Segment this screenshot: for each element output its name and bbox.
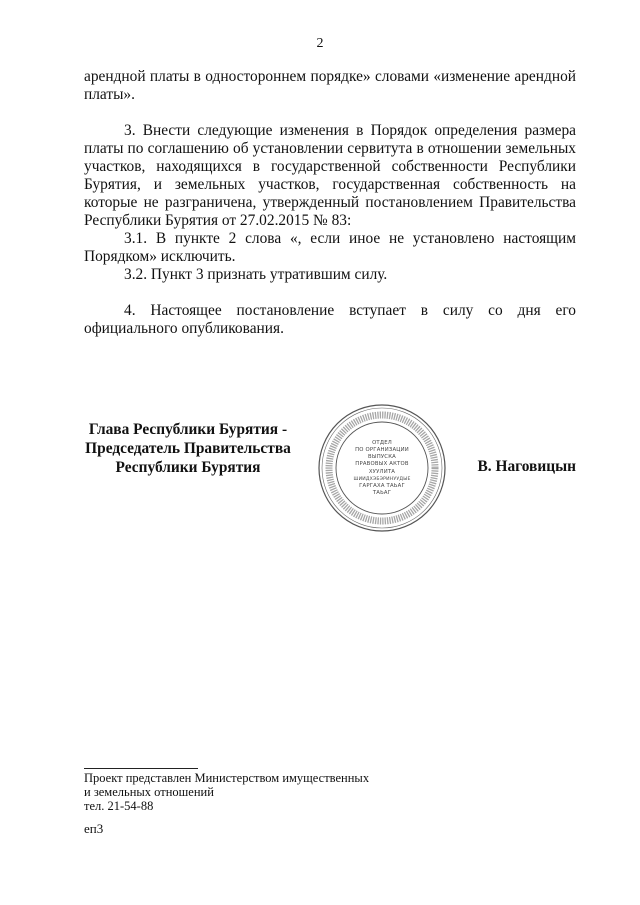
- signatory-title-line: Глава Республики Бурятия -: [88, 421, 288, 438]
- footer-phone: тел. 21-54-88: [84, 799, 154, 813]
- stamp-line: ПО ОРГАНИЗАЦИИ: [355, 447, 409, 453]
- page-number: 2: [316, 36, 324, 51]
- footer-line: Проект представлен Министерством имущественных: [84, 771, 370, 785]
- stamp-line: ВЫПУСКА: [367, 454, 397, 460]
- paragraph-item-3-1: 3.1. В пункте 2 слова «, если иное не установлено настоящим Порядком» исключить.: [84, 230, 576, 265]
- signatory-title-line: Республики Бурятия: [115, 459, 261, 476]
- signatory-title-line: Председатель Правительства: [85, 440, 291, 457]
- document-code: еп3: [84, 821, 104, 836]
- paragraph-item-4: 4. Настоящее постановление вступает в силу со дня его официального опубликования.: [84, 302, 576, 337]
- signatory-title: [84, 420, 292, 477]
- stamp-line: ГАРГАХА ТАЬАГ: [359, 483, 405, 489]
- document-body: [84, 68, 576, 338]
- footer-line: и земельных отношений: [84, 785, 214, 799]
- footer-note: [84, 771, 484, 813]
- footer-divider: [84, 768, 198, 769]
- stamp-line: ОТДЕЛ: [372, 440, 392, 446]
- stamp-line: ТАЬАГ: [372, 490, 392, 496]
- stamp-line: ХУУЛИТА: [368, 469, 396, 475]
- paragraph-item-3: 3. Внести следующие изменения в Порядок определения размера платы по соглашению об установлении сервитута в отношении земельных участков, находящихся в государственной собственности Республики Бурятия, и земельных участков, государственная собственность на которые не разграничена, утвержденный постановлением Правительства Республики Бурятия от 27.02.2015 № 83:: [84, 122, 576, 229]
- official-stamp-seal: [316, 402, 448, 534]
- signatory-name: В. Наговицын: [477, 458, 576, 475]
- stamp-line: ПРАВОВЫХ АКТОВ: [355, 461, 409, 467]
- paragraph-continuation: арендной платы в одностороннем порядке» словами «изменение арендной платы».: [84, 68, 576, 103]
- stamp-line: ШИИДХЭБЭРИНУУДЫЕ: [353, 477, 411, 482]
- paragraph-item-3-2: 3.2. Пункт 3 признать утратившим силу.: [124, 266, 388, 283]
